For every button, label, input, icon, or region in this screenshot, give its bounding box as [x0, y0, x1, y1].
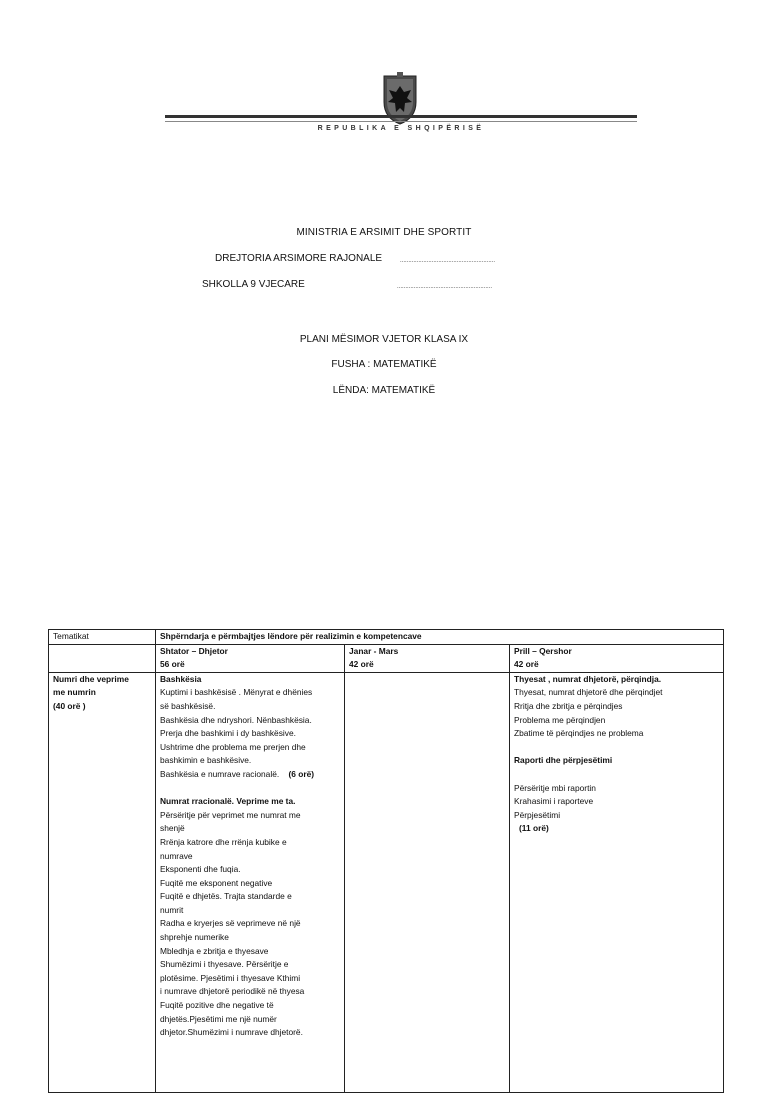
- header-rule: [165, 115, 637, 118]
- period-3: Prill – Qershor 42 orë: [510, 644, 724, 672]
- letterhead: [165, 70, 637, 136]
- country-name: REPUBLIKA E SHQIPËRISË: [317, 125, 485, 132]
- period-1: Shtator – Dhjetor 56 orë: [156, 644, 345, 672]
- table-header-row: [49, 630, 724, 645]
- ministry-title: MINISTRIA E ARSIMIT DHE SPORTIT: [296, 227, 472, 238]
- plan-title: PLANI MËSIMOR VJETOR KLASA IX: [299, 334, 469, 345]
- school-blank: .........................................................: [397, 284, 493, 290]
- header-content: Shpërndarja e përmbajtjes lëndore për realizimin e kompetencave: [156, 630, 724, 645]
- period-2-content: [345, 672, 510, 1092]
- table-period-row: [49, 644, 724, 672]
- annual-plan-table: [48, 629, 724, 1093]
- school-label: SHKOLLA 9 VJECARE: [202, 279, 305, 290]
- directorate-blank: .........................................................: [400, 258, 496, 264]
- period-1-content: Bashkësia Kuptimi i bashkësisë . Mënyrat e dhënies së bashkësisë. Bashkësia dhe ndryshori. Nënbashkësia. Prerja dhe bashkimi i dy bashkësive. Ushtrime dhe problema me prerjen dhe bashkimin e bashkësive. Bashkësia e numrave racionalë. (6 orë) Numrat rracionalë. Veprime me ta. Përsëritje për veprimet me numrat me shenjë Rrënja katrore dhe rrënja kubike e numrave Eksponenti dhe fuqia. Fuqitë me eksponent negative Fuqitë e dhjetës. Trajta standarde e numrit Radha e kryerjes së veprimeve në një shprehje numerike Mbledhja e zbritja e thyesave Shumëzimi i thyesave. Përsëritje e plotësime. Pjesëtimi i thyesave Kthimi i numrave dhjetorë periodikë në thyesa Fuqitë pozitive dhe negative të dhjetës.Pjesëtimi me një numër dhjetor.Shumëzimi i numrave dhjetorë.: [156, 672, 345, 1092]
- table-row: [49, 672, 724, 1092]
- directorate-label: DREJTORIA ARSIMORE RAJONALE: [215, 253, 383, 264]
- header-tematikat: Tematikat: [49, 630, 156, 645]
- period-2: Janar - Mars 42 orë: [345, 644, 510, 672]
- period-3-content: Thyesat , numrat dhjetorë, përqindja. Thyesat, numrat dhjetorë dhe përqindjet Rritja dhe zbritja e përqindjes Problema me përqindjen Zbatime të përqindjes ne problema Raporti dhe përpjesëtimi Përsëritje mbi raportin Krahasimi i raporteve Përpjesëtimi (11 orë): [510, 672, 724, 1092]
- field-title: FUSHA : MATEMATIKË: [331, 359, 437, 370]
- subject-title: LËNDA: MATEMATIKË: [332, 385, 436, 396]
- header-rule-thin: [165, 121, 637, 122]
- topic-cell: Numri dhe veprime me numrin (40 orë ): [49, 672, 156, 1092]
